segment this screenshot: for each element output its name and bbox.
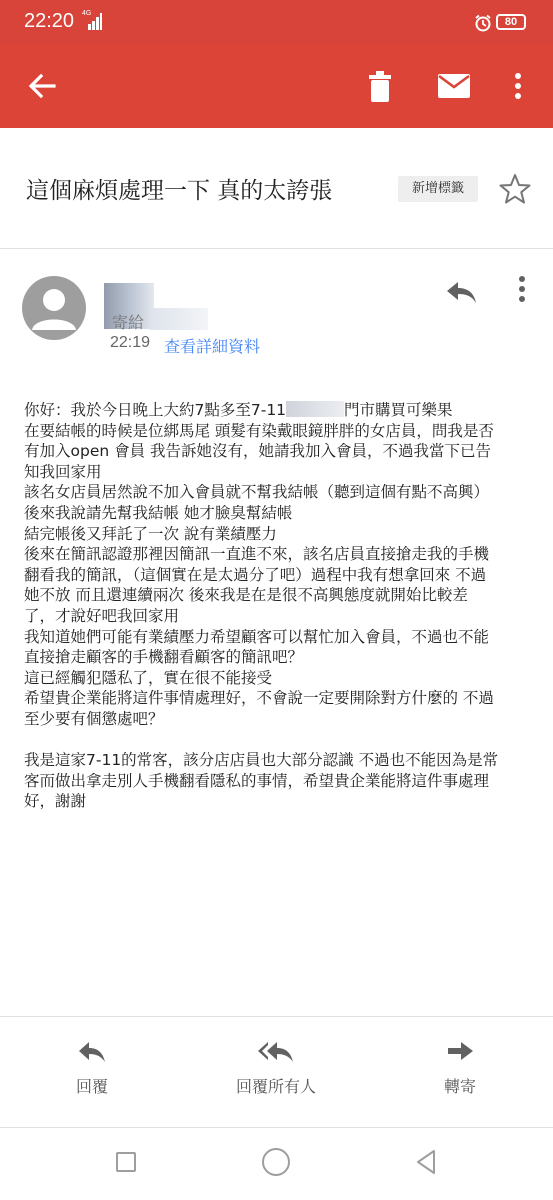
body-line: 你好：我於今日晚上大約7點多至7-11 門市購買可樂果 xyxy=(24,401,453,419)
body-line: 知我回家用 xyxy=(24,462,102,481)
reply-all-icon xyxy=(256,1040,296,1064)
to-label: 寄給 xyxy=(112,313,145,332)
body-line: 後來在簡訊認證那裡因簡訊一直進不來，該名店員直接搶走我的手機 xyxy=(24,545,490,564)
redacted-store-name xyxy=(286,401,344,417)
reply-icon xyxy=(77,1040,107,1064)
body-line: 了，才說好吧我回家用 xyxy=(24,606,180,625)
reply-button[interactable] xyxy=(12,1040,172,1097)
subject-divider xyxy=(0,248,553,249)
status-time: 22:20 xyxy=(24,10,75,32)
nav-back-icon[interactable] xyxy=(414,1148,438,1176)
mail-icon[interactable] xyxy=(436,66,472,106)
body-line: 她不放 而且還連續兩次 後來我是在是很不高興態度就開始比較差 xyxy=(24,586,468,605)
home-button[interactable] xyxy=(262,1148,290,1176)
sent-time: 22:19 xyxy=(110,334,151,351)
forward-button[interactable] xyxy=(380,1040,540,1097)
reply-label: 回覆 xyxy=(75,1077,108,1096)
view-details-link[interactable]: 查看詳細資料 xyxy=(164,337,261,356)
app-bar xyxy=(0,44,553,128)
reply-icon[interactable] xyxy=(444,278,478,306)
body-line: 有加入open 會員 我告訴她沒有，她請我加入會員，不過我當下已告 xyxy=(24,442,492,461)
body-line: 我知道她們可能有業績壓力希望顧客可以幫忙加入會員，不過也不能 xyxy=(24,627,490,646)
reply-all-button[interactable] xyxy=(196,1040,356,1097)
body-line: 至少要有個懲處吧？ xyxy=(24,709,164,728)
more-vert-icon[interactable] xyxy=(508,66,528,106)
status-bar xyxy=(0,0,553,44)
body-line: 直接搶走顧客的手機翻看顧客的簡訊吧？ xyxy=(24,648,304,667)
body-line: 客而做出拿走別人手機翻看隱私的事情，希望貴企業能將這件事處理 xyxy=(24,771,490,790)
network-label: 4G xyxy=(82,10,92,17)
arrow-back-icon[interactable] xyxy=(24,66,60,106)
email-body xyxy=(24,400,532,812)
trash-icon[interactable] xyxy=(364,66,396,106)
star-icon[interactable] xyxy=(498,172,532,206)
battery-indicator: 80 xyxy=(496,14,526,30)
system-nav-bar xyxy=(0,1128,553,1200)
body-line: 在要結帳的時候是位綁馬尾 頭髮有染戴眼鏡胖胖的女店員，問我是否 xyxy=(24,421,494,440)
reply-all-label: 回覆所有人 xyxy=(235,1077,316,1096)
more-vert-icon[interactable] xyxy=(510,274,534,304)
email-subject: 這個麻煩處理一下 真的太誇張 xyxy=(26,178,333,204)
body-line: 希望貴企業能將這件事情處理好，不會說一定要開除對方什麼的 不過 xyxy=(24,689,494,708)
body-line: 翻看我的簡訊，（這個實在是太過分了吧）過程中我有想拿回來 不過 xyxy=(24,565,487,584)
forward-label: 轉寄 xyxy=(443,1077,476,1096)
actions-divider xyxy=(0,1016,553,1017)
sender-email-redacted xyxy=(150,308,208,330)
body-line: 這已經觸犯隱私了，實在很不能接受 xyxy=(24,668,273,687)
recents-button[interactable] xyxy=(116,1152,136,1172)
add-label-button[interactable]: 新增標籤 xyxy=(398,176,478,202)
body-line: 後來我說請先幫我結帳 她才臉臭幫結帳 xyxy=(24,503,293,522)
body-line: 該名女店員居然說不加入會員就不幫我結帳（聽到這個有點不高興） xyxy=(24,483,490,502)
body-line: 好，謝謝 xyxy=(24,792,87,811)
alarm-icon xyxy=(474,14,492,32)
paragraph-gap xyxy=(24,730,532,751)
avatar[interactable] xyxy=(22,276,86,340)
person-icon xyxy=(22,276,86,340)
body-line: 我是這家7-11的常客，該分店店員也大部分認識 不過也不能因為是常 xyxy=(24,751,499,770)
forward-icon xyxy=(445,1040,475,1064)
body-line: 結完帳後又拜託了一次 說有業績壓力 xyxy=(24,524,277,543)
